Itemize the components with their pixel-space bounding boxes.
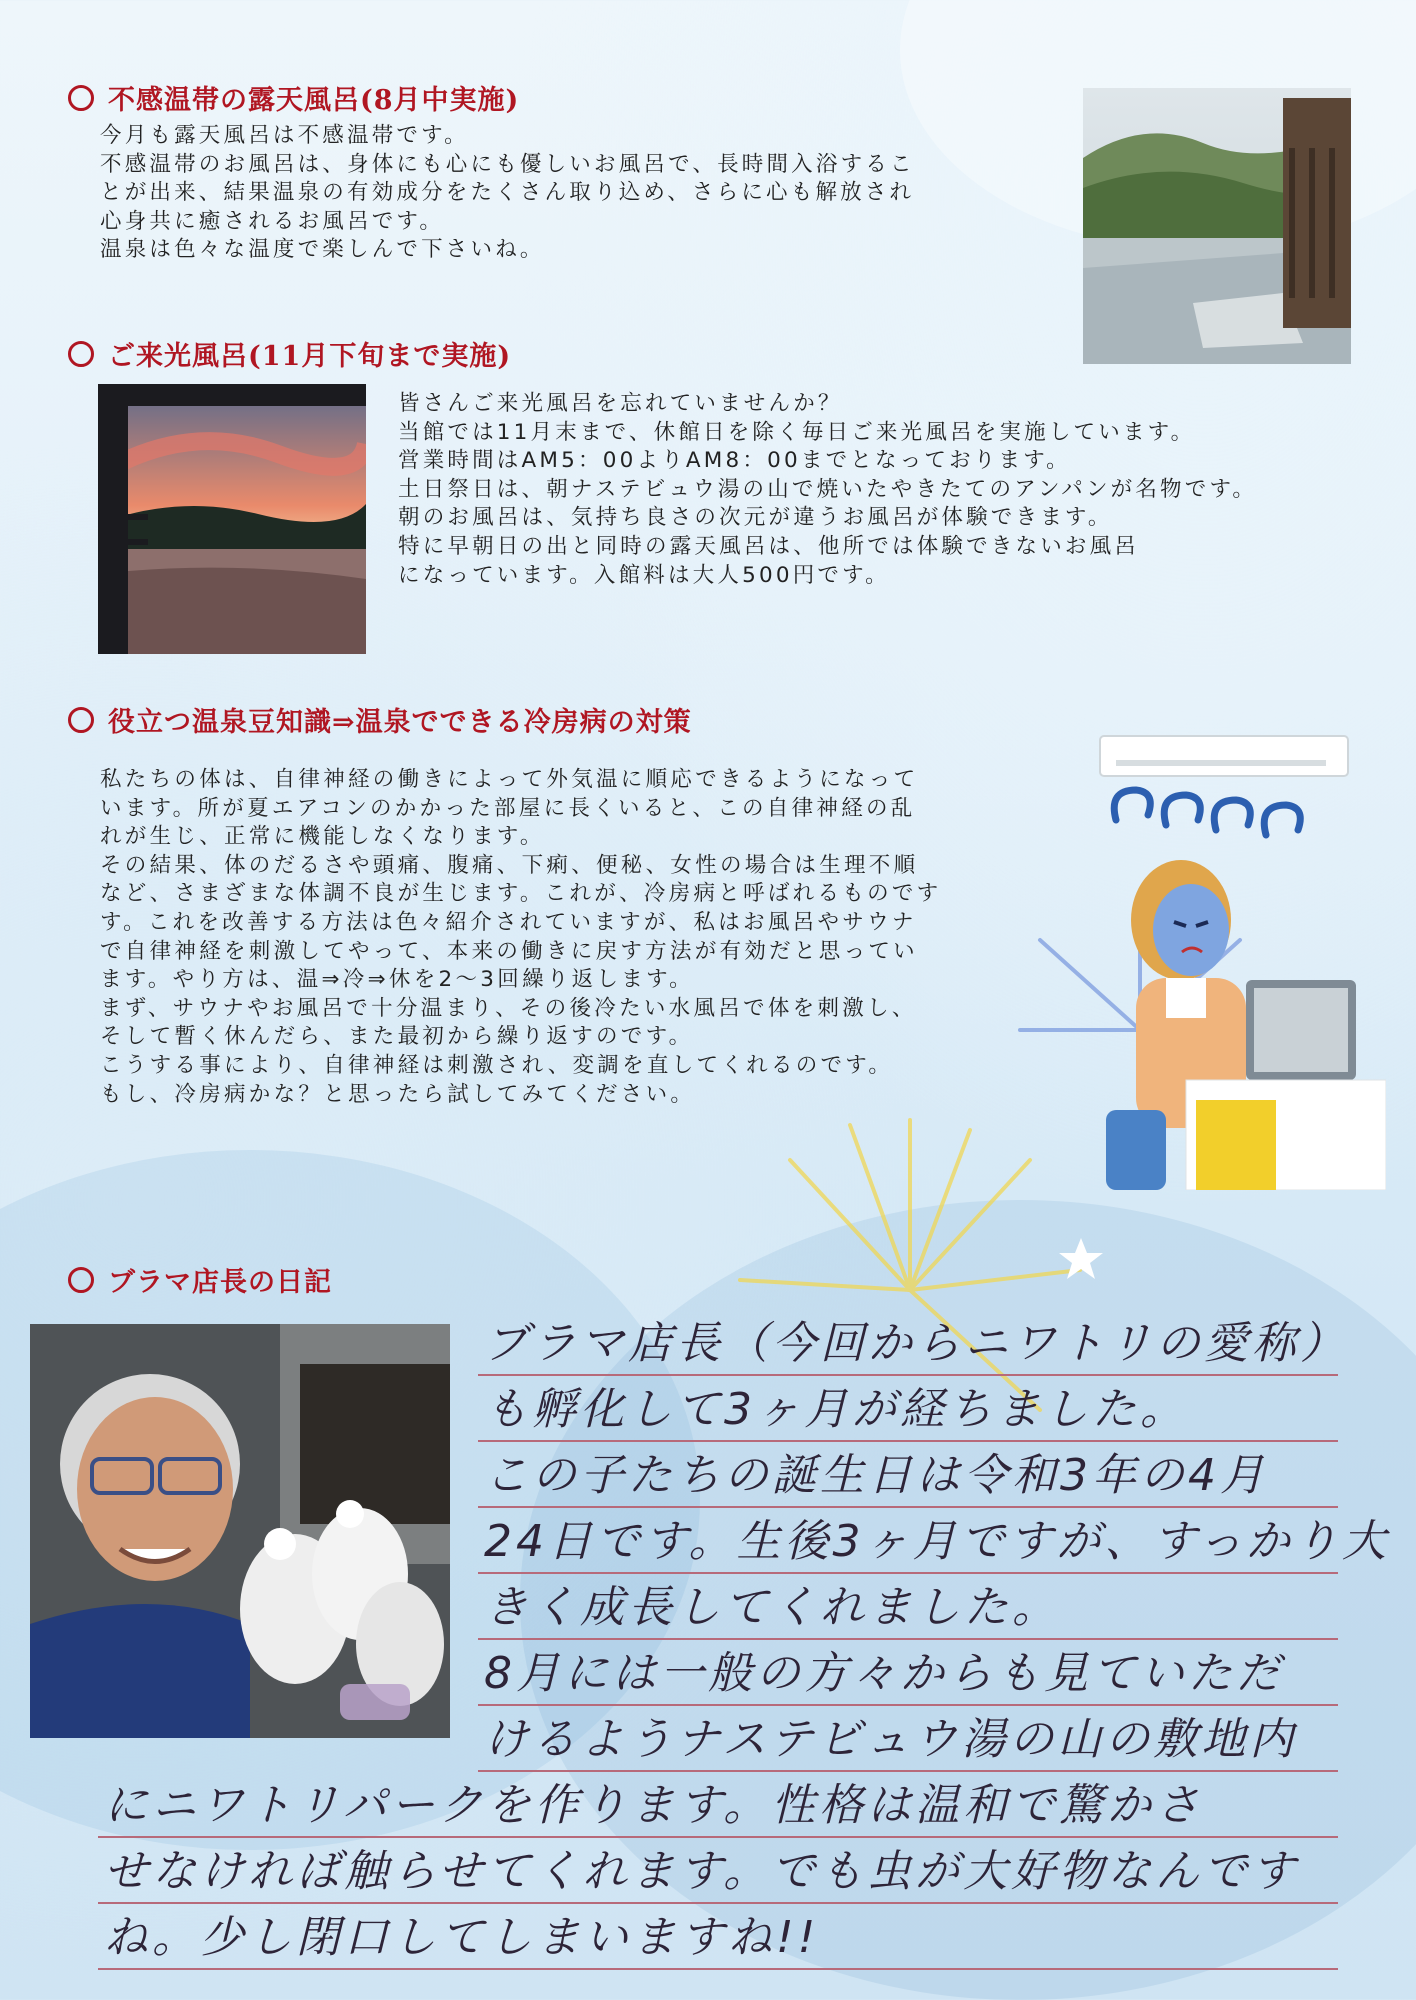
diary-line: 8月には一般の方々からも見ていただ (478, 1648, 1338, 1706)
body-line: で自律神経を刺激してやって、本来の働きに戻す方法が有効だと思ってい (100, 938, 918, 964)
body-line: になっています。入館料は大人500円です。 (398, 562, 890, 588)
section-title-text: ブラマ店長の日記 (108, 1267, 332, 1298)
section-title-text: 不感温帯の露天風呂(8月中実施) (108, 85, 520, 116)
body-line: 土日祭日は、朝ナステビュウ湯の山で焼いたやきたてのアンパンが名物です。 (398, 476, 1258, 502)
body-line: とが出来、結果温泉の有効成分をたくさん取り込め、さらに心も解放され (100, 180, 915, 206)
diary-line: きく成長してくれました。 (478, 1582, 1338, 1640)
outdoor-bath-photo (1083, 88, 1351, 364)
body-line: います。所が夏エアコンのかかった部屋に長くいると、この自律神経の乱 (100, 795, 916, 821)
body-line: など、さまざまな体調不良が生じます。これが、冷房病と呼ばれるものです (100, 881, 942, 907)
section-title-text: 役立つ温泉豆知識⇒温泉でできる冷房病の対策 (108, 707, 692, 738)
body-line: まず、サウナやお風呂で十分温まり、その後冷たい水風呂で体を刺激し、 (100, 995, 917, 1021)
circle-bullet-icon (68, 85, 94, 111)
body-line: 今月も露天風呂は不感温帯です。 (100, 123, 469, 148)
body-line: れが生じ、正常に機能しなくなります。 (100, 824, 545, 850)
section-title-onsen-tips (68, 700, 692, 739)
diary-line: ね。少し閉口してしまいますね!! (98, 1912, 1338, 1970)
body-line: 皆さんご来光風呂を忘れていませんか？ (398, 391, 843, 416)
diary-line: この子たちの誕生日は令和3年の4月 (478, 1450, 1338, 1508)
body-line: こうする事により、自律神経は刺激され、変調を直してくれるのです。 (100, 1052, 894, 1078)
section-title-outdoor-bath (68, 78, 519, 117)
section-title-diary (68, 1260, 332, 1299)
body-line: その結果、体のだるさや頭痛、腹痛、下痢、便秘、女性の場合は生理不順 (100, 852, 919, 878)
body-line: ます。やり方は、温⇒冷⇒休を2〜3回繰り返します。 (100, 967, 694, 993)
body-line: 不感温帯のお風呂は、身体にも心にも優しいお風呂で、長時間入浴するこ (100, 151, 915, 177)
body-line: もし、冷房病かな？と思ったら試してみてください。 (100, 1081, 696, 1107)
diary-line: にニワトリパークを作ります。性格は温和で驚かさ (98, 1780, 1338, 1838)
manager-with-chickens-photo (30, 1324, 450, 1738)
diary-line: も孵化して3ヶ月が経ちました。 (478, 1384, 1338, 1442)
sunrise-bath-photo (98, 384, 366, 654)
body-line: 特に早朝日の出と同時の露天風呂は、他所では体験できないお風呂 (398, 533, 1140, 559)
body-line: 私たちの体は、自律神経の働きによって外気温に順応できるようになって (100, 767, 919, 792)
body-line: 温泉は色々な温度で楽しんで下さいね。 (100, 237, 545, 263)
body-line: そして暫く休んだら、また最初から繰り返すのです。 (100, 1024, 694, 1050)
star-icon (1058, 1236, 1104, 1282)
diary-line: 24日です。生後3ヶ月ですが、すっかり大 (478, 1516, 1338, 1574)
cold-wind-icon (1114, 790, 1300, 835)
circle-bullet-icon (68, 1267, 94, 1293)
diary-line: せなければ触らせてくれます。でも虫が大好物なんです (98, 1846, 1338, 1904)
circle-bullet-icon (68, 707, 94, 733)
section-body-onsen-tips (100, 766, 941, 1109)
diary-line: ブラマ店長（今回からニワトリの愛称） (478, 1318, 1338, 1376)
body-line: す。これを改善する方法は色々紹介されていますが、私はお風呂やサウナ (100, 909, 917, 935)
body-line: 営業時間はAM5：00よりAM8：00までとなっております。 (398, 448, 1071, 474)
section-body-outdoor-bath (100, 122, 915, 265)
body-line: 朝のお風呂は、気持ち良さの次元が違うお風呂が体験できます。 (398, 505, 1113, 531)
body-line: 心身共に癒されるお風呂です。 (100, 208, 445, 234)
diary-line: けるようナステビュウ湯の山の敷地内 (478, 1714, 1338, 1772)
section-title-text: ご来光風呂(11月下旬まで実施) (108, 341, 512, 372)
body-line: 当館では11月末まで、休館日を除く毎日ご来光風呂を実施しています。 (398, 419, 1196, 445)
section-title-sunrise-bath (68, 334, 511, 373)
air-conditioner-illustration (1086, 730, 1386, 1190)
section-body-sunrise-bath (398, 390, 1257, 590)
circle-bullet-icon (68, 341, 94, 367)
